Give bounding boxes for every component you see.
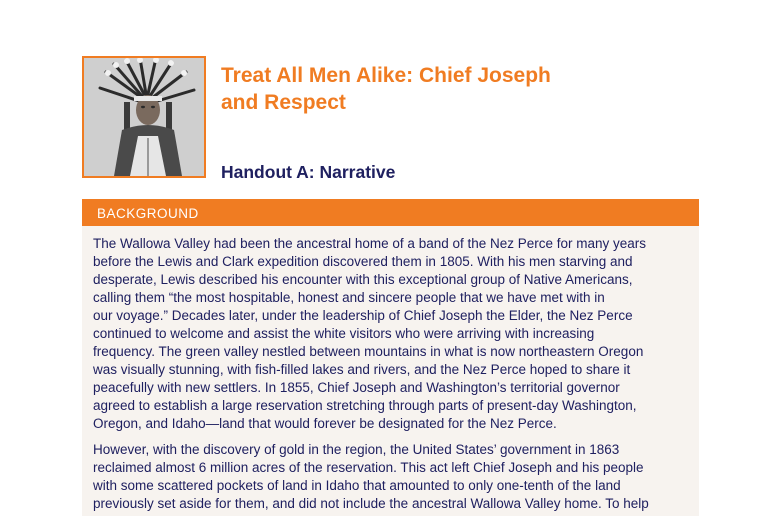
paragraph: The Wallowa Valley had been the ancestral home of a band of the Nez Perce for many years before the Lewis and Clark expedition discovered them in 1805. With his men starving and desperate, Lewis described his encounter with this exceptional group of Native Americans, calling them “the most hospitable, honest and sincere people that we have met with in our voyage.” Decades later, under the leadership of Chief Joseph the Elder, the Nez Perce continued to welcome and assist the white visitors who were arriving with increasing frequency. The green valley nestled between mountains in what is now northeastern Oregon was visually stunning, with fish-filled lakes and rivers, and the Nez Perce hoped to share it peacefully with new settlers. In 1855, Chief Joseph and Washington’s territorial governor agreed to establish a large reservation stretching through parts of present-day Washington, Oregon, and Idaho—land that would forever be designated for the Nez Perce. bbox=[93, 236, 647, 431]
page-title: Treat All Men Alike: Chief Joseph and Respect bbox=[221, 64, 551, 114]
page-subtitle: Handout A: Narrative bbox=[221, 162, 396, 182]
section-body bbox=[82, 226, 699, 516]
chief-joseph-portrait bbox=[82, 56, 206, 178]
section-heading: BACKGROUND bbox=[82, 199, 699, 226]
paragraph: However, with the discovery of gold in the region, the United States’ government in 1863 reclaimed almost 6 million acres of the reservation. This act left Chief Joseph and his people with some scattered pockets of land in Idaho that amounted to only one-tenth of the land previously set aside for them, and did not include the ancestral Wallowa Valley home. To help bbox=[93, 442, 649, 511]
